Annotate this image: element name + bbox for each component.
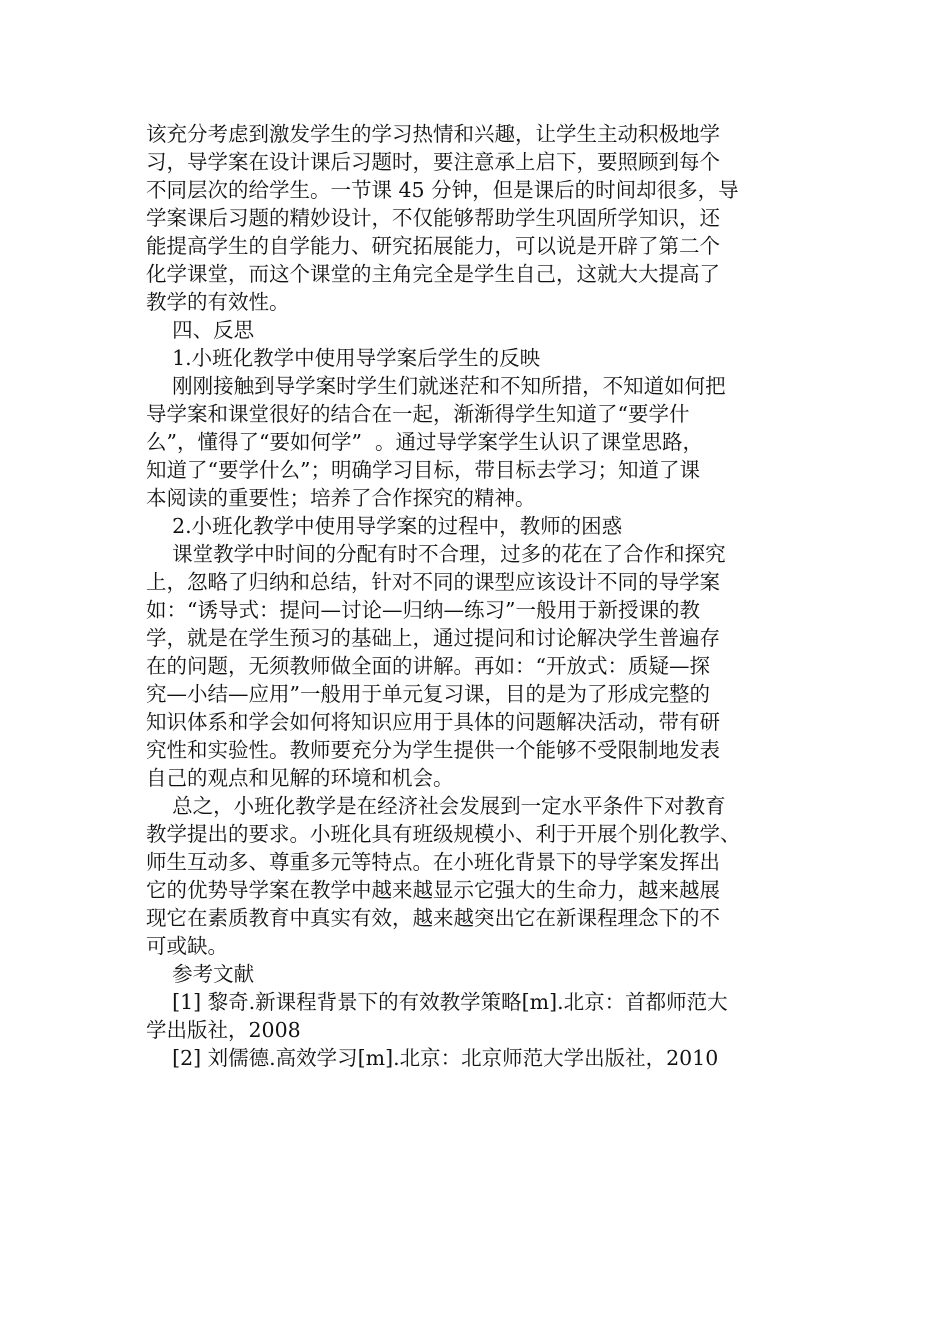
text-line: 究性和实验性。教师要充分为学生提供一个能够不受限制地发表 bbox=[146, 738, 720, 762]
text-line: 化学课堂，而这个课堂的主角完全是学生自己，这就大大提高了 bbox=[146, 262, 720, 286]
text-line: 学案课后习题的精妙设计，不仅能够帮助学生巩固所学知识，还 bbox=[146, 206, 720, 230]
text-line: 究—小结—应用”一般用于单元复习课，目的是为了形成完整的 bbox=[146, 682, 710, 706]
text-line: 它的优势导学案在教学中越来越显示它强大的生命力，越来越展 bbox=[146, 878, 720, 902]
text-line: 自己的观点和见解的环境和机会。 bbox=[146, 766, 454, 790]
text-line: 现它在素质教育中真实有效，越来越突出它在新课程理念下的不 bbox=[146, 906, 720, 930]
document-body bbox=[146, 120, 796, 1072]
text-line: 教学提出的要求。小班化具有班级规模小、利于开展个别化教学、 bbox=[146, 822, 741, 846]
text-line: 不同层次的给学生。一节课 45 分钟，但是课后的时间却很多，导 bbox=[146, 178, 739, 202]
text-line: [1] 黎奇.新课程背景下的有效教学策略[m].北京：首都师范大 bbox=[146, 990, 728, 1014]
text-line: 学，就是在学生预习的基础上，通过提问和讨论解决学生普遍存 bbox=[146, 626, 720, 650]
text-line: 该充分考虑到激发学生的学习热情和兴趣，让学生主动积极地学 bbox=[146, 122, 720, 146]
text-line: 上，忽略了归纳和总结，针对不同的课型应该设计不同的导学案 bbox=[146, 570, 720, 594]
text-line: 学出版社，2008 bbox=[146, 1018, 301, 1042]
text-line: 可或缺。 bbox=[146, 934, 228, 958]
text-line: 2.小班化教学中使用导学案的过程中，教师的困惑 bbox=[146, 514, 623, 538]
text-line: 总之，小班化教学是在经济社会发展到一定水平条件下对教育 bbox=[146, 794, 726, 818]
text-line: 刚刚接触到导学案时学生们就迷茫和不知所措，不知道如何把 bbox=[146, 374, 726, 398]
text-line: 师生互动多、尊重多元等特点。在小班化背景下的导学案发挥出 bbox=[146, 850, 720, 874]
text-line: 么”，懂得了“要如何学” 。通过导学案学生认识了课堂思路， bbox=[146, 430, 703, 454]
text-line: 知道了“要学什么”；明确学习目标，带目标去学习；知道了课 bbox=[146, 458, 700, 482]
text-line: 如：“诱导式：提问—讨论—归纳—练习”一般用于新授课的教 bbox=[146, 598, 700, 622]
text-line: 导学案和课堂很好的结合在一起，渐渐得学生知道了“要学什 bbox=[146, 402, 690, 426]
text-line: 在的问题，无须教师做全面的讲解。再如：“开放式：质疑—探 bbox=[146, 654, 710, 678]
text-line: 1.小班化教学中使用导学案后学生的反映 bbox=[146, 346, 541, 370]
text-line: 四、反思 bbox=[146, 318, 255, 342]
text-line: 习，导学案在设计课后习题时，要注意承上启下，要照顾到每个 bbox=[146, 150, 720, 174]
text-line: 知识体系和学会如何将知识应用于具体的问题解决活动，带有研 bbox=[146, 710, 720, 734]
text-line: 参考文献 bbox=[146, 962, 255, 986]
text-line: 教学的有效性。 bbox=[146, 290, 290, 314]
text-line: [2] 刘儒德.高效学习[m].北京：北京师范大学出版社，2010 bbox=[146, 1046, 719, 1070]
text-line: 本阅读的重要性；培养了合作探究的精神。 bbox=[146, 486, 536, 510]
text-line: 课堂教学中时间的分配有时不合理，过多的花在了合作和探究 bbox=[146, 542, 726, 566]
text-line: 能提高学生的自学能力、研究拓展能力，可以说是开辟了第二个 bbox=[146, 234, 720, 258]
